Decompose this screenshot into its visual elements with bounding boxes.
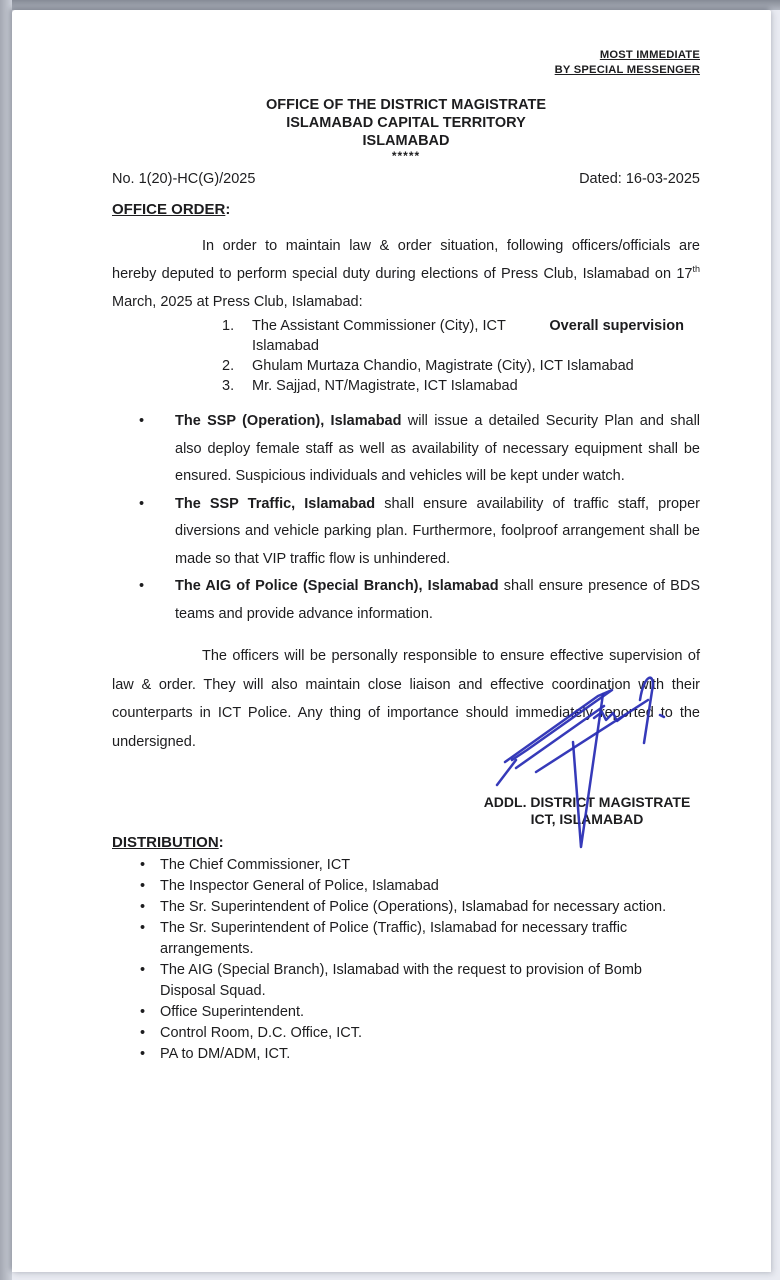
list-item: [112, 491, 700, 574]
distribution-list: [112, 855, 700, 1065]
intro-part2: March, 2025 at Press Club, Islamabad:: [112, 294, 363, 310]
letterhead-city: ISLAMABAD: [362, 133, 450, 149]
signatory-title-block: [462, 794, 712, 827]
bullet-icon: •: [140, 1025, 146, 1041]
letterhead: [112, 96, 700, 163]
photo-left-edge: [0, 0, 12, 1280]
list-item: [112, 855, 700, 876]
bullet-icon: •: [140, 857, 146, 873]
letterhead-separator: *****: [391, 149, 421, 163]
bullet-icon: •: [140, 899, 146, 915]
order-title-colon: :: [225, 201, 231, 218]
bullet-icon: •: [140, 878, 146, 894]
letterhead-territory: ISLAMABAD CAPITAL TERRITORY: [286, 115, 526, 131]
bullet-icon: •: [140, 920, 146, 936]
duty-rest: shall ensure availability of traffic staff, proper diversions and vehicle parking plan. Furthermore, foolproof arrangement shall be made so that VIP traffic flow is unhindered.: [175, 495, 700, 567]
officer-list: [222, 316, 700, 396]
bullet-icon: •: [139, 495, 145, 512]
list-item: [112, 876, 700, 897]
signatory-title-line1: ADDL. DISTRICT MAGISTRATE: [483, 794, 691, 810]
duty-lead: The SSP (Operation), Islamabad: [175, 413, 402, 429]
distribution-item-text: Control Room, D.C. Office, ICT.: [160, 1025, 362, 1041]
stamp-line-1: MOST IMMEDIATE: [599, 49, 700, 61]
distribution-title: [112, 834, 700, 851]
photo-top-edge: [0, 0, 780, 10]
distribution-title-colon: :: [218, 834, 224, 851]
list-item: [112, 573, 700, 628]
distribution-item-text: The Sr. Superintendent of Police (Operations), Islamabad for necessary action.: [160, 899, 667, 915]
list-item: [112, 1023, 700, 1044]
order-title-text: OFFICE ORDER: [112, 201, 226, 218]
duty-lead: The SSP Traffic, Islamabad: [175, 495, 376, 512]
bullet-icon: •: [139, 578, 145, 594]
duty-rest: will issue a detailed Security Plan and shall also deploy female staff as well as availability of necessary equipment shall be ensured. Suspicious individuals and vehicles will be kept under watch.: [175, 413, 701, 484]
list-item: [222, 316, 700, 356]
distribution-item-text: The AIG (Special Branch), Islamabad with the request to provision of Bomb Disposal Squad.: [160, 962, 642, 999]
bullet-icon: •: [140, 1004, 146, 1020]
order-title: [112, 201, 700, 218]
officer-number: 3.: [222, 378, 235, 394]
list-item: [112, 960, 700, 1002]
bullet-icon: •: [140, 1046, 146, 1062]
distribution-title-text: DISTRIBUTION: [112, 834, 219, 851]
officer-note: [684, 356, 700, 376]
intro-paragraph: [112, 232, 700, 316]
bullet-icon: •: [139, 413, 145, 429]
officer-number: 2.: [222, 358, 235, 374]
signatory-title-line2: ICT, ISLAMABAD: [530, 810, 644, 827]
reference-row: [112, 171, 700, 187]
officer-text: Mr. Sajjad, NT/Magistrate, ICT Islamabad: [252, 378, 518, 394]
duty-bullet-list: [112, 408, 700, 628]
duty-text: [175, 408, 700, 491]
list-item: [112, 918, 700, 960]
officer-number: 1.: [222, 318, 235, 334]
distribution-item-text: Office Superintendent.: [160, 1004, 305, 1020]
intro-superscript: th: [692, 264, 700, 275]
reference-date: Dated: 16-03-2025: [579, 171, 700, 187]
officer-note: [684, 376, 700, 396]
list-item: [112, 897, 700, 918]
closing-paragraph: The officers will be personally responsible to ensure effective supervision of law & order. They will also maintain close liaison and effective coordination with their counterparts in ICT Police. Any thing of importance should immediately reported to the undersigned.: [112, 648, 700, 750]
bullet-icon: •: [140, 962, 146, 978]
duty-text: [175, 491, 700, 574]
document-page: [12, 10, 771, 1272]
letterhead-office: OFFICE OF THE DISTRICT MAGISTRATE: [265, 97, 547, 113]
officer-note: Overall supervision: [549, 318, 684, 334]
stamp-line-2: BY SPECIAL MESSENGER: [554, 64, 700, 76]
list-item: [222, 376, 700, 396]
distribution-item-text: The Chief Commissioner, ICT: [160, 857, 351, 873]
list-item: [112, 408, 700, 491]
list-item: [222, 356, 700, 376]
distribution-item-text: The Inspector General of Police, Islamabad: [160, 878, 439, 894]
priority-stamp: [112, 48, 700, 78]
duty-rest: shall ensure presence of BDS teams and provide advance information.: [175, 578, 700, 622]
list-item: [112, 1044, 700, 1065]
reference-number: No. 1(20)-HC(G)/2025: [112, 171, 256, 187]
document-content: [12, 10, 771, 1272]
list-item: [112, 1002, 700, 1023]
duty-text: [175, 573, 700, 628]
intro-part1: In order to maintain law & order situation, following officers/officials are hereby deputed to perform special duty during elections of Press Club, Islamabad on 17: [112, 238, 700, 282]
officer-text: The Assistant Commissioner (City), ICT Islamabad: [252, 318, 506, 354]
distribution-item-text: The Sr. Superintendent of Police (Traffic), Islamabad for necessary traffic arrangements.: [160, 920, 628, 957]
distribution-item-text: PA to DM/ADM, ICT.: [160, 1046, 291, 1062]
officer-text: Ghulam Murtaza Chandio, Magistrate (City), ICT Islamabad: [252, 358, 634, 374]
duty-lead: The AIG of Police (Special Branch), Islamabad: [175, 578, 499, 594]
